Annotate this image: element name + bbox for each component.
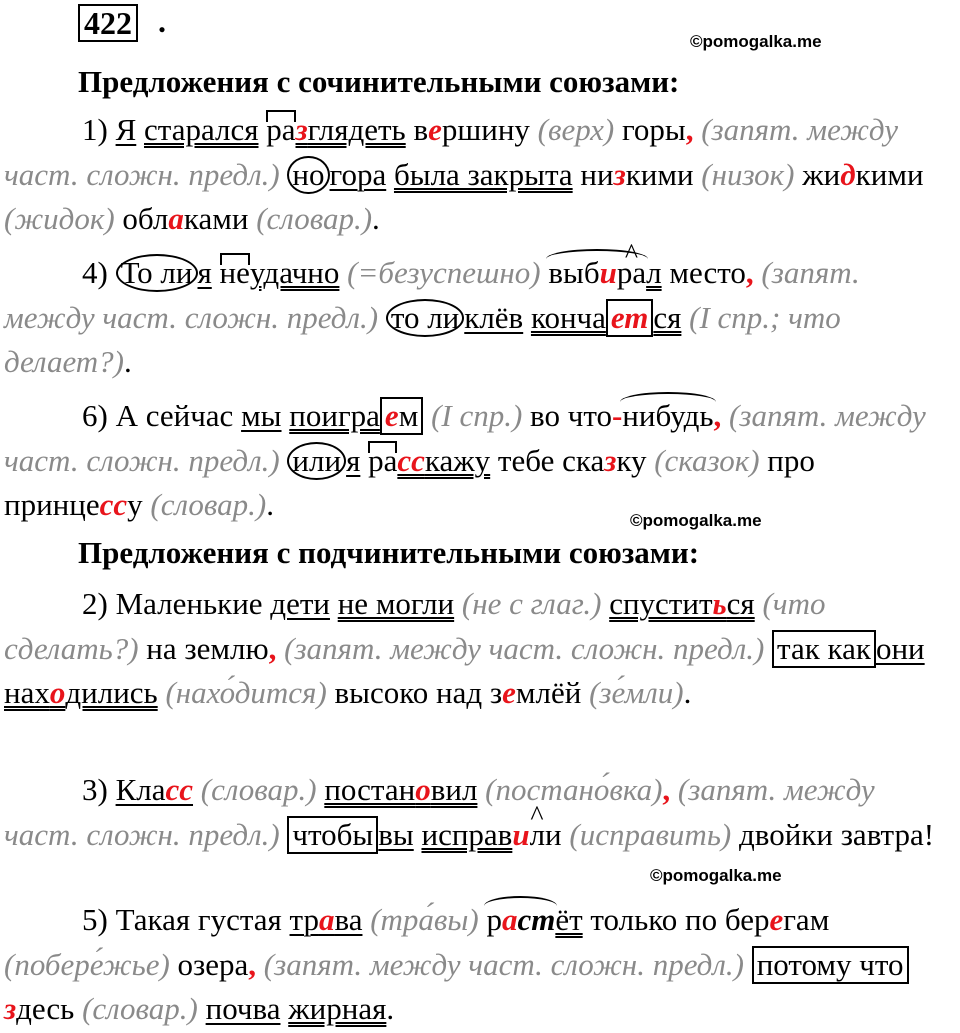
sentence-5: 5) Такая густая трава (тра́вы) растёт только по берегам (побере́жье) озера, (запят. между част. сложн. предл.) потому что здесь (словар.) почва жирная. — [4, 898, 954, 1032]
circled-conjunction: но — [287, 156, 329, 194]
circled-conjunction: или — [287, 442, 346, 480]
boxed-conjunction: так как — [772, 630, 876, 668]
exercise-number: 422 — [78, 4, 138, 42]
boxed-conjunction: чтобы — [287, 816, 378, 854]
boxed-conjunction: потому что — [752, 946, 909, 984]
heading-subordinating: Предложения с подчинительными союзами: — [78, 535, 700, 570]
sentence-2: 2) Маленькие дети не могли (не с глаг.) спуститься (что сделать?) на землю, (запят. между част. сложн. предл.) так как они находились (нахо́дится) высоко над землёй (зе́мли). — [4, 586, 925, 710]
sentence-1: 1) Я старался разглядеть вершину (верх) горы, (запят. между част. сложн. предл.) но гора была закрыта низкими (низок) жидкими (жидок) облаками (словар.). — [4, 108, 954, 242]
heading-coordinating: Предложения с сочинительными союзами: — [78, 64, 680, 99]
watermark: ©pomogalka.me — [630, 511, 762, 530]
watermark: ©pomogalka.me — [650, 866, 782, 885]
watermark: ©pomogalka.me — [690, 32, 822, 51]
sentence-4: 4) То ли я неудачно (=безуспешно) выби^ рал место, (запят. между част. сложн. предл.) то ли клёв конча ет ся (I спр.; что делает?). — [4, 251, 954, 385]
sentence-6: 6) А сейчас мы поигра ем (I спр.) во что-нибудь, (запят. между част. сложн. предл.) или я расскажу тебе сказку (сказок) про принцессу (словар.). — [4, 394, 954, 528]
circled-conjunction: то ли — [386, 299, 464, 337]
exercise-number-dot: . — [158, 3, 166, 39]
sentence-3: 3) Класс (словар.) постановил (постано́вка), (запят. между част. сложн. предл.) чтобы вы исправ^ или (исправить) двойки завтра! — [4, 768, 954, 857]
circled-conjunction: То ли — [116, 254, 198, 292]
